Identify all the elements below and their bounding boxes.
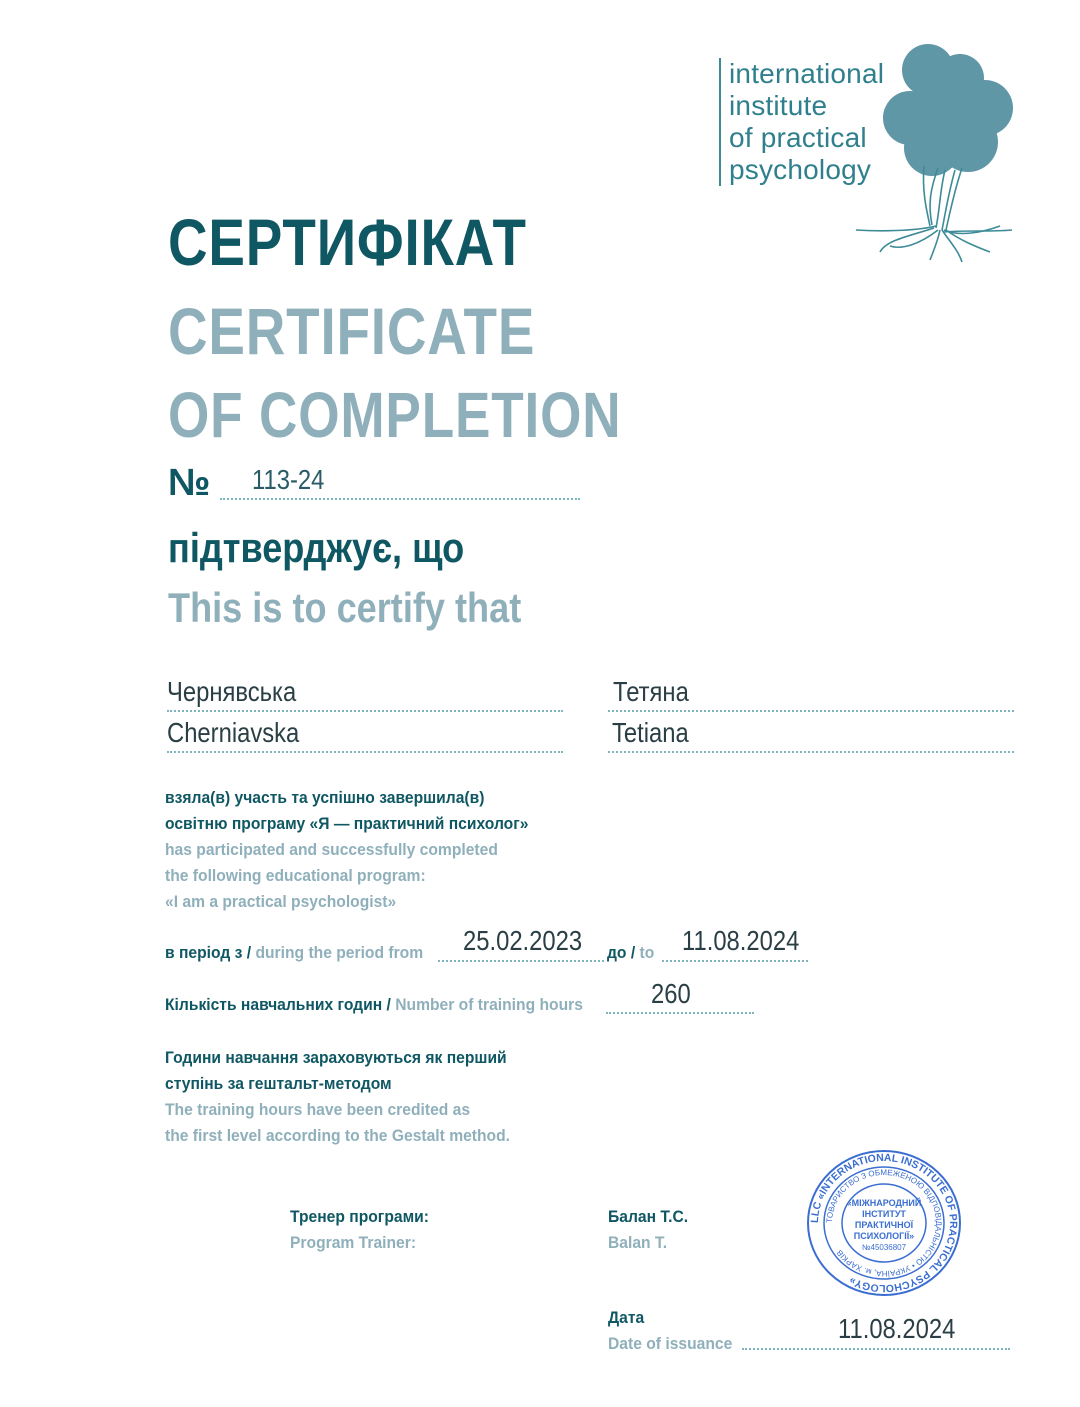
hours-label bbox=[165, 995, 583, 1015]
subtitle-en: This is to certify that bbox=[168, 584, 522, 631]
hours-value: 260 bbox=[651, 978, 691, 1009]
program-ua-line1: взяла(в) участь та успішно завершила(в) bbox=[165, 788, 485, 807]
issued-label-ua: Дата bbox=[608, 1308, 645, 1327]
period-to-en: to bbox=[639, 943, 655, 962]
issued-label bbox=[608, 1305, 732, 1357]
title-ua: СЕРТИФІКАТ bbox=[168, 205, 527, 279]
logo-line: psychology bbox=[729, 154, 872, 185]
stamp-outer-text: LLC «INTERNATIONAL INSTITUTE OF PRACTICAL PSYCHOLOGY» bbox=[808, 1151, 960, 1295]
trainer-label-en: Program Trainer: bbox=[290, 1233, 417, 1252]
stamp-inner-text: ТОВАРИСТВО З ОБМЕЖЕНОЮ ВІДПОВІДАЛЬНІСТЮ • УКРАЇНА, м. ХАРКІВ bbox=[824, 1167, 944, 1279]
period-to-ua: до / bbox=[607, 943, 636, 962]
program-en-line3: «I am a practical psychologist» bbox=[165, 892, 397, 911]
stamp-center-line: ПСИХОЛОГІЇ» bbox=[853, 1231, 915, 1241]
tree-balloons-icon bbox=[850, 40, 1020, 265]
credit-ua-line1: Години навчання зараховуються як перший bbox=[165, 1048, 507, 1067]
stamp-center-line: «МІЖНАРОДНИЙ bbox=[846, 1198, 922, 1208]
surname-en: Cherniavska bbox=[167, 717, 300, 748]
issued-label-en: Date of issuance bbox=[608, 1334, 733, 1353]
trainer-name bbox=[608, 1204, 688, 1256]
program-en-line1: has participated and successfully completed bbox=[165, 840, 498, 859]
hours-label-en: Number of training hours bbox=[395, 995, 583, 1014]
title-en-line1: CERTIFICATE bbox=[168, 294, 536, 368]
issued-date: 11.08.2024 bbox=[838, 1313, 956, 1344]
stamp-code: №45036807 bbox=[861, 1243, 907, 1252]
surname-ua: Чернявська bbox=[167, 676, 297, 707]
period-from-date: 25.02.2023 bbox=[463, 925, 583, 956]
subtitle-ua: підтверджує, що bbox=[168, 524, 465, 571]
hours-label-ua: Кількість навчальних годин / bbox=[165, 995, 391, 1014]
credit-en-line1: The training hours have been credited as bbox=[165, 1100, 471, 1119]
title-en-line2: OF COMPLETION bbox=[168, 379, 622, 451]
institute-stamp bbox=[805, 1148, 963, 1298]
credit-text bbox=[165, 1045, 510, 1149]
period-label-en: during the period from bbox=[255, 943, 424, 962]
period-label bbox=[165, 943, 423, 963]
credit-en-line2: the first level according to the Gestalt method. bbox=[165, 1126, 511, 1145]
period-label-ua: в період з / bbox=[165, 943, 252, 962]
certificate-number: 113-24 bbox=[252, 464, 325, 495]
trainer-label-ua: Тренер програми: bbox=[290, 1207, 429, 1226]
trainer-name-en: Balan T. bbox=[608, 1233, 668, 1252]
logo-line: of practical bbox=[729, 122, 867, 153]
trainer-name-ua: Балан Т.С. bbox=[608, 1207, 689, 1226]
program-text bbox=[165, 785, 528, 915]
program-en-line2: the following educational program: bbox=[165, 866, 426, 885]
stamp-center-line: ПРАКТИЧНОЇ bbox=[854, 1220, 914, 1230]
stamp-center-line: ІНСТИТУТ bbox=[862, 1209, 906, 1219]
logo-line: institute bbox=[729, 90, 828, 121]
program-ua-line2: освітню програму «Я — практичний психолог» bbox=[165, 814, 529, 833]
number-sign: № bbox=[168, 462, 211, 504]
name-ua: Тетяна bbox=[613, 676, 689, 707]
trainer-label bbox=[290, 1204, 429, 1256]
name-en: Tetiana bbox=[612, 717, 689, 748]
logo-line: international bbox=[729, 58, 885, 89]
credit-ua-line2: ступінь за гештальт-методом bbox=[165, 1074, 392, 1093]
period-to-date: 11.08.2024 bbox=[682, 925, 800, 956]
period-to-label bbox=[607, 943, 654, 963]
